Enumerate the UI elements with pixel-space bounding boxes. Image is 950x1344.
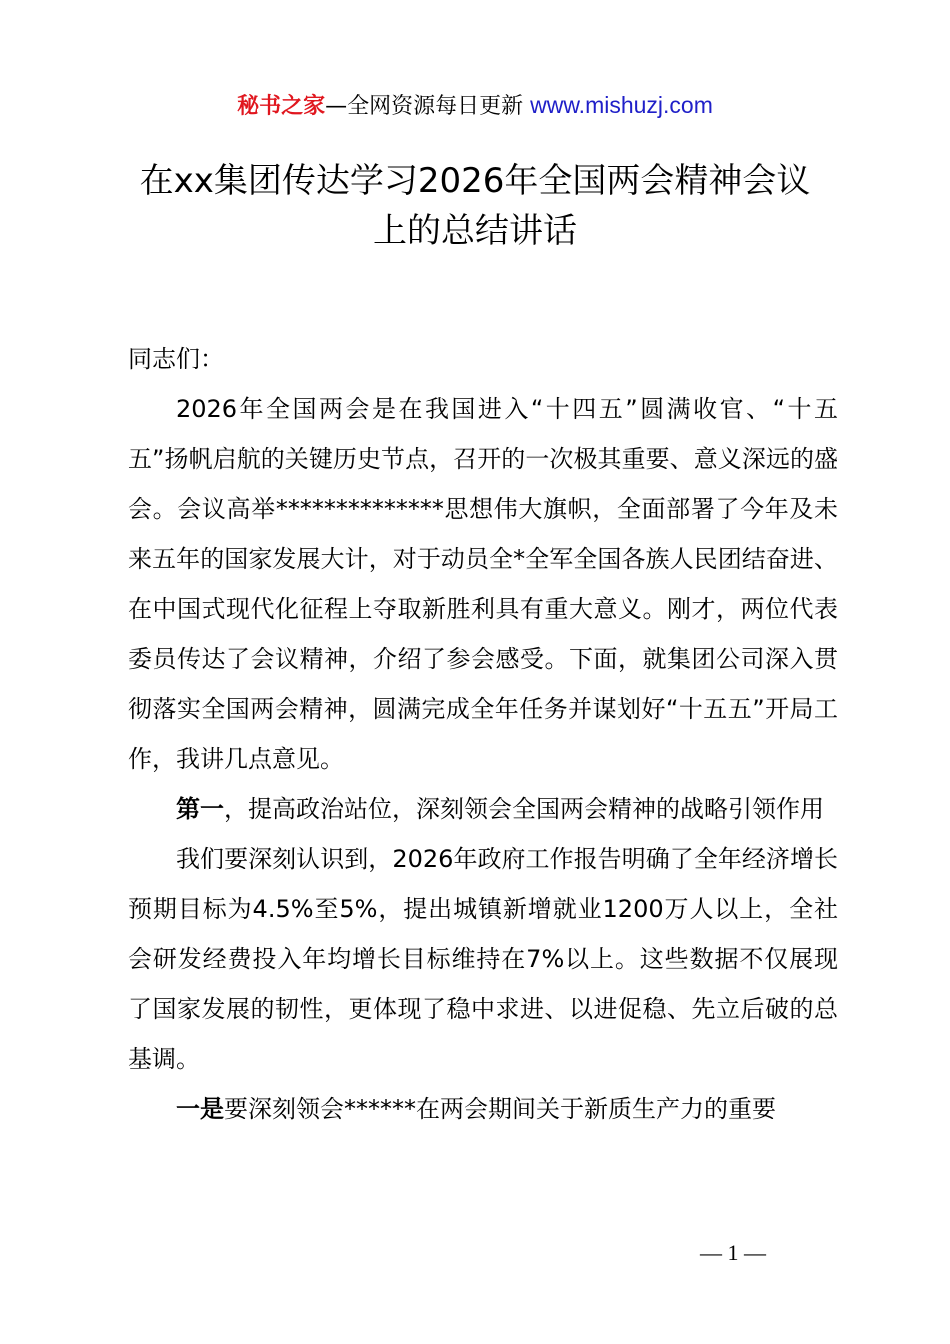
site-header — [0, 88, 950, 124]
title-line-1: 在xx集团传达学习2026年全国两会精神会议 — [139, 161, 811, 201]
point-lead-one: 一是 — [176, 1095, 224, 1123]
paragraph-report-data: 我们要深刻认识到，2026年政府工作报告明确了全年经济增长预期目标为4.5%至5%，提出城镇新增就业1200万人以上，全社会研发经费投入年均增长目标维持在7%以上。这些数据不仅展现了国家发展的韧性，更体现了稳中求进、以进促稳、先立后破的总基调。 — [128, 845, 838, 1073]
header-slogan: —全网资源每日更新 — [325, 94, 531, 119]
document-body — [128, 334, 838, 1134]
paragraph-point-one — [128, 1084, 838, 1134]
point-text-one: 要深刻领会******在两会期间关于新质生产力的重要 — [224, 1095, 776, 1123]
brand-name: 秘书之家 — [237, 94, 326, 119]
site-url-link[interactable]: www.mishuzj.com — [530, 92, 713, 118]
section-heading-first: ，提高政治站位，深刻领会全国两会精神的战略引领作用 — [224, 795, 824, 823]
salutation: 同志们： — [128, 345, 224, 373]
title-line-2: 上的总结讲话 — [373, 211, 577, 251]
document-title — [110, 156, 840, 256]
paragraph-first-point — [128, 784, 838, 834]
section-lead-first: 第一 — [176, 795, 224, 823]
paragraph-intro: 2026年全国两会是在我国进入“十四五”圆满收官、“十五五”扬帆启航的关键历史节点，召开的一次极其重要、意义深远的盛会。会议高举**************思想伟大旗帜，全面部署了今年及未来五年的国家发展大计，对于动员全*全军全国各族人民团结奋进、在中国式现代化征程上夺取新胜利具有重大意义。刚才，两位代表委员传达了会议精神，介绍了参会感受。下面，就集团公司深入贯彻落实全国两会精神，圆满完成全年任务并谋划好“十五五”开局工作，我讲几点意见。 — [128, 395, 838, 773]
page-number: — 1 — — [700, 1240, 766, 1265]
